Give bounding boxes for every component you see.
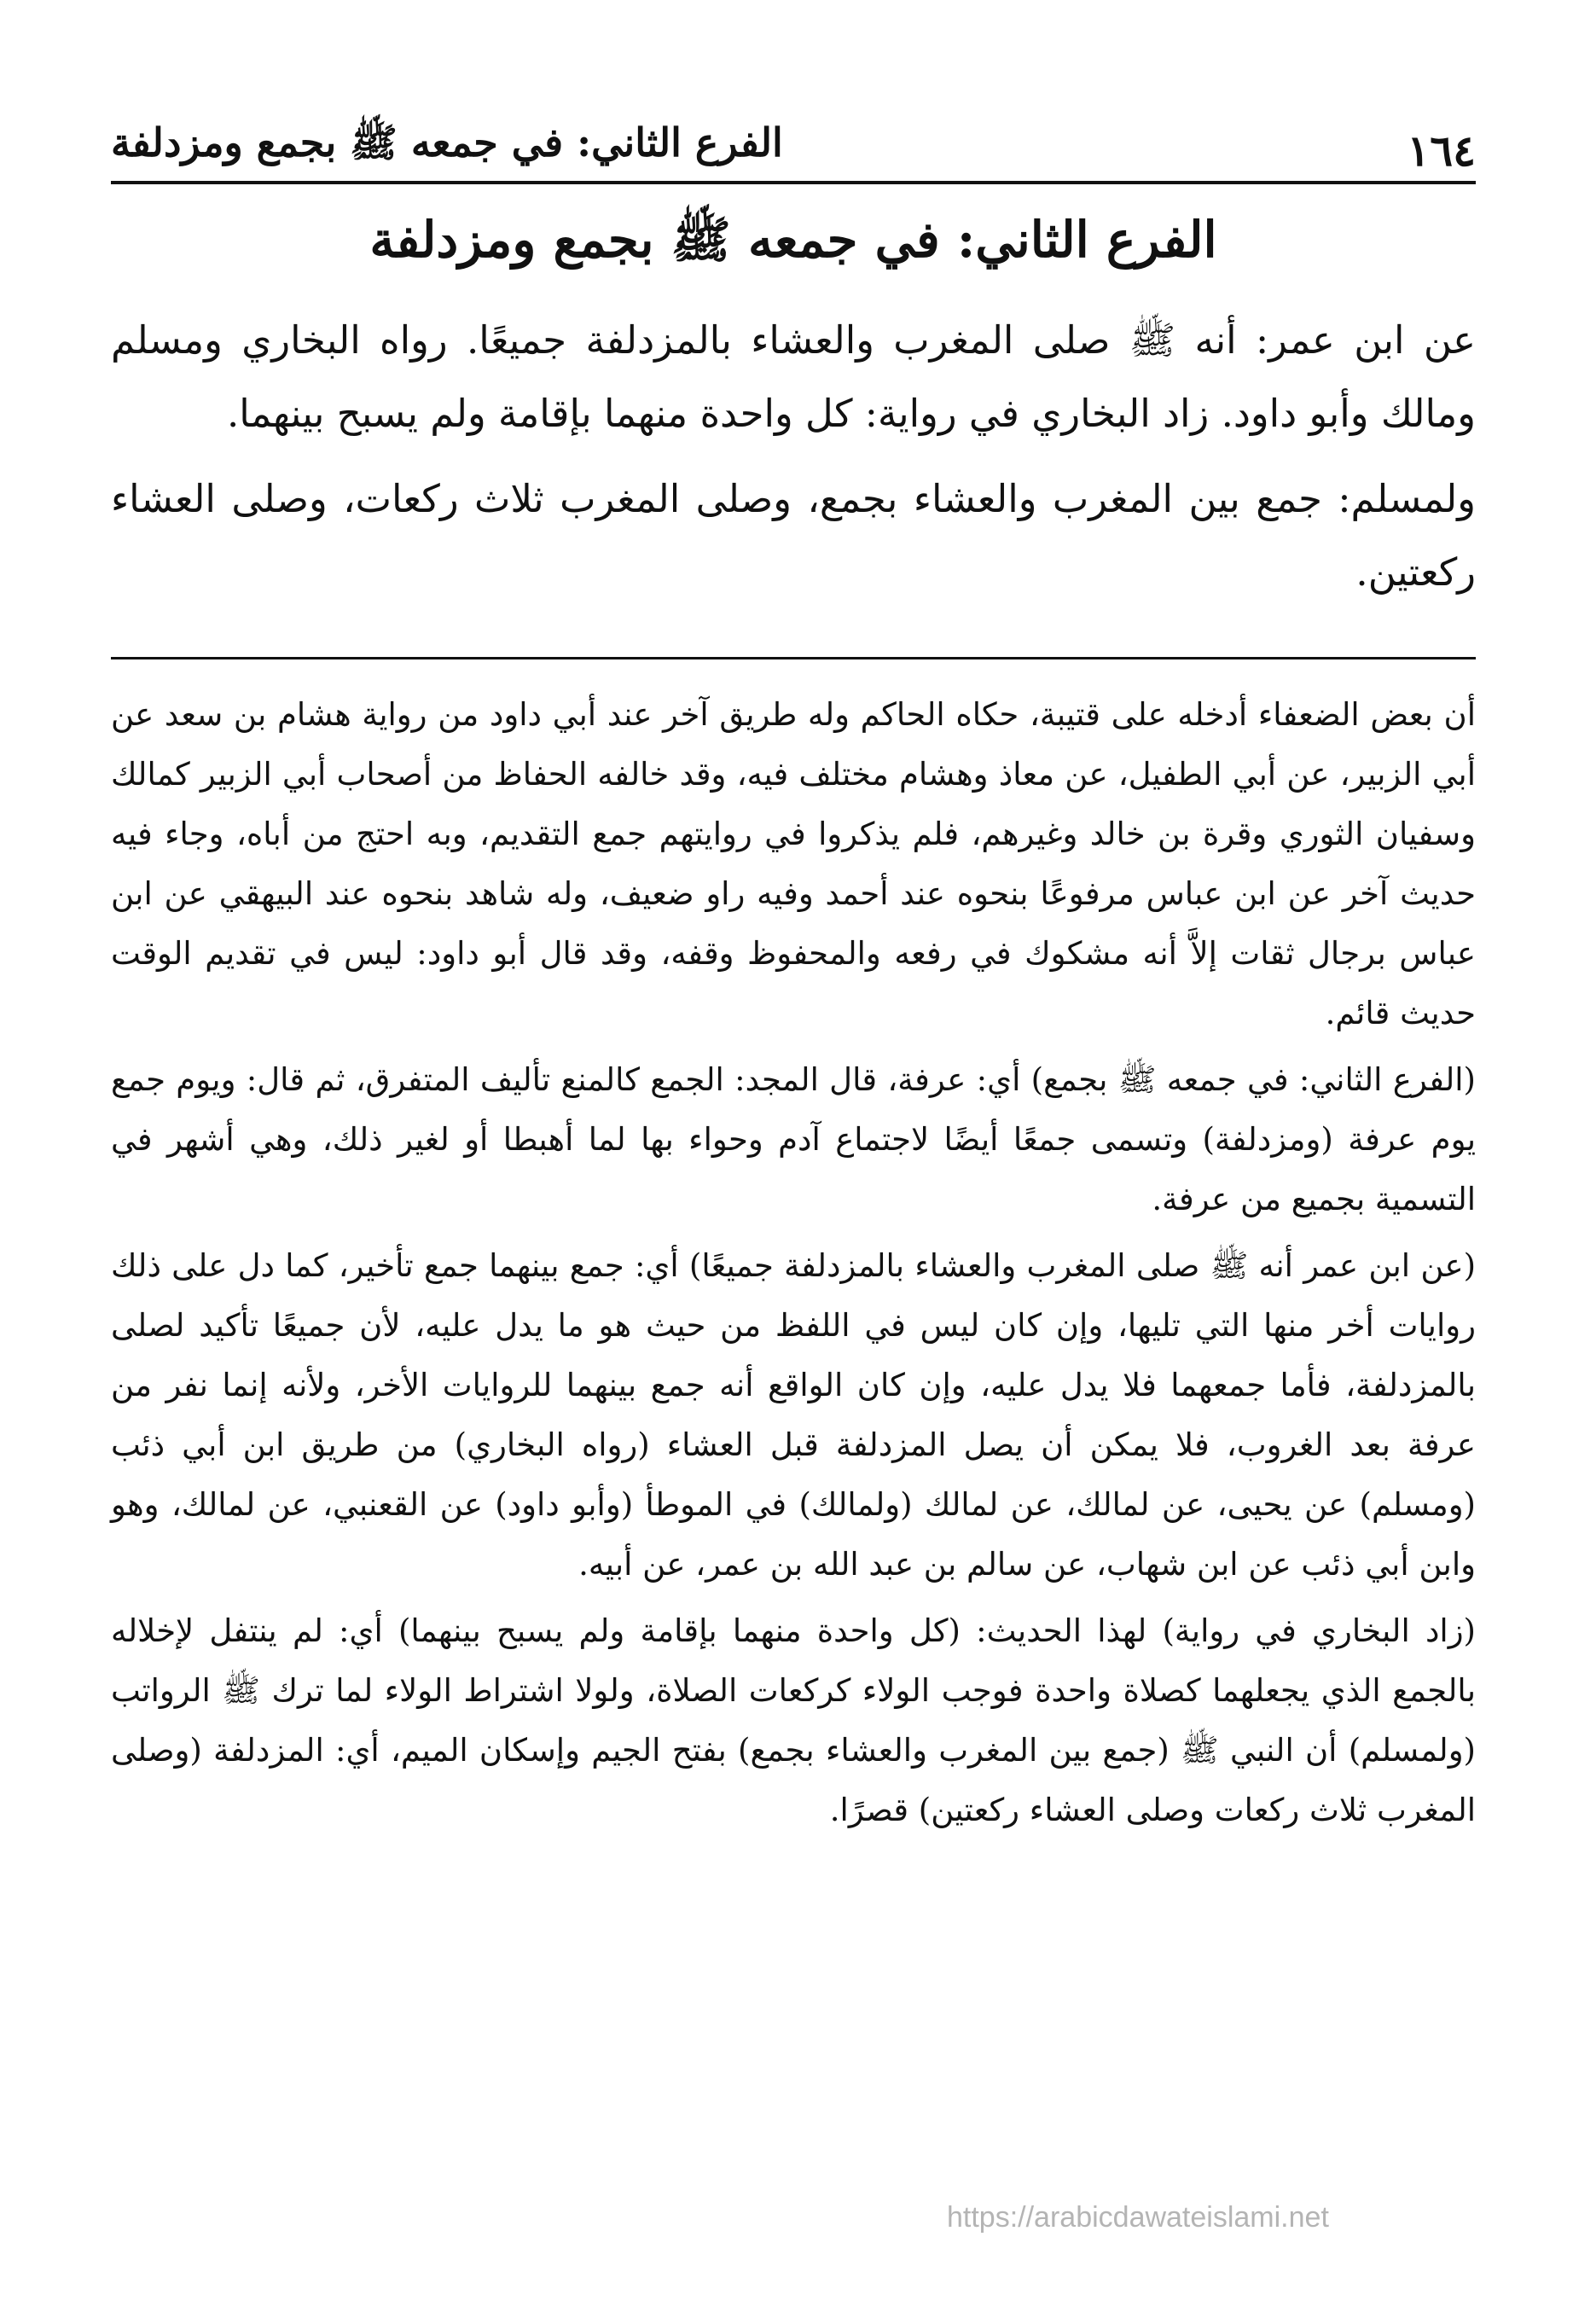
commentary (111, 685, 1476, 1840)
page-number: ١٦٤ (1407, 125, 1476, 176)
commentary-paragraph: أن بعض الضعفاء أدخله على قتيبة، حكاه الحاكم وله طريق آخر عند أبي داود من رواية هشام بن سعد عن أبي الزبير، عن أبي الطفيل، عن معاذ وهشام مختلف فيه، وقد خالفه الحفاظ من أصحاب أبي الزبير كمالك وسفيان الثوري وقرة بن خالد وغيرهم، فلم يذكروا في روايتهم جمع التقديم، وبه احتج من أباه، وجاء فيه حديث آخر عن ابن عباس مرفوعًا بنحوه عند أحمد وفيه راو ضعيف، وله شاهد بنحوه عند البيهقي عن ابن عباس برجال ثقات إلاَّ أنه مشكوك في رفعه والمحفوظ وقفه، وقد قال أبو داود: ليس في تقديم الوقت حديث قائم. (111, 696, 1476, 1031)
footnote-divider (111, 657, 1476, 659)
watermark-url: https://arabicdawateislami.net (947, 2201, 1329, 2234)
running-title: الفرع الثاني: في جمعه ﷺ بجمع ومزدلفة (111, 119, 783, 166)
running-header (111, 102, 1476, 184)
commentary-paragraph: (عن ابن عمر أنه ﷺ صلى المغرب والعشاء بالمزدلفة جميعًا) أي: جمع بينهما جمع تأخير، كما دل على ذلك روايات أخر منها التي تليها، وإن كان ليس في اللفظ من حيث هو ما يدل عليه، لأن جميعًا تأكيد لصلى بالمزدلفة، فأما جمعهما فلا يدل عليه، وإن كان الواقع أنه جمع بينهما للروايات الأخر، ولأنه إنما نفر من عرفة بعد الغروب، فلا يمكن أن يصل المزدلفة قبل العشاء (رواه البخاري) من طريق ابن أبي ذئب (ومسلم) عن يحيى، عن لمالك، عن لمالك (ولمالك) في الموطأ (وأبو داود) عن القعنبي، عن لمالك، وهو وابن أبي ذئب عن ابن شهاب، عن سالم بن عبد الله بن عمر، عن أبيه. (111, 1247, 1476, 1583)
main-paragraph: عن ابن عمر: أنه ﷺ صلى المغرب والعشاء بالمزدلفة جميعًا. رواه البخاري ومسلم ومالك وأبو داود. زاد البخاري في رواية: كل واحدة منهما بإقامة ولم يسبح بينهما. (111, 317, 1476, 436)
commentary-paragraph: (زاد البخاري في رواية) لهذا الحديث: (كل واحدة منهما بإقامة ولم يسبح بينهما) أي: لم ينتفل لإخلاله بالجمع الذي يجعلهما كصلاة واحدة فوجب الولاء كركعات الصلاة، ولولا اشتراط الولاء لما ترك ﷺ الرواتب (ولمسلم) أن النبي ﷺ (جمع بين المغرب والعشاء بجمع) بفتح الجيم وإسكان الميم، أي: المزدلفة (وصلى المغرب ثلاث ركعات وصلى العشاء ركعتين) قصرًا. (111, 1612, 1476, 1828)
main-paragraph: ولمسلم: جمع بين المغرب والعشاء بجمع، وصلى المغرب ثلاث ركعات، وصلى العشاء ركعتين. (111, 476, 1476, 595)
section-title: الفرع الثاني: في جمعه ﷺ بجمع ومزدلفة (369, 211, 1217, 269)
commentary-paragraph: (الفرع الثاني: في جمعه ﷺ بجمع) أي: عرفة، قال المجد: الجمع كالمنع تأليف المتفرق، ثم قال: ويوم جمع يوم عرفة (ومزدلفة) وتسمى جمعًا أيضًا لاجتماع آدم وحواء بها لما أهبطا أو لغير ذلك، وهي أشهر في التسمية بجميع من عرفة. (111, 1061, 1476, 1217)
main-text (111, 304, 1476, 609)
book-page (111, 102, 1476, 1847)
